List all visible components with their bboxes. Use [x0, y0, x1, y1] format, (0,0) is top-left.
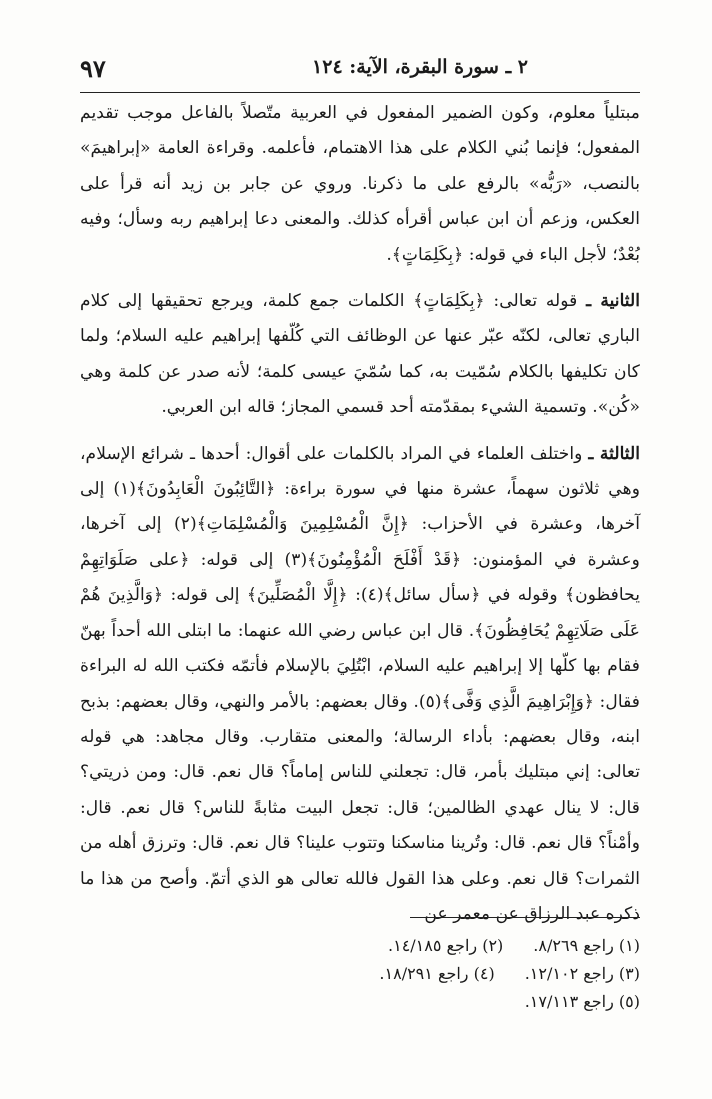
footnote-2: (٢) راجع ١٤/١٨٥. — [388, 936, 504, 955]
footnote-row — [200, 960, 640, 988]
page-number: ٩٧ — [80, 54, 106, 83]
footnote-row — [200, 988, 640, 1016]
footnote-5: (٥) راجع ١٧/١١٣. — [524, 992, 640, 1011]
paragraph-second-issue — [80, 284, 640, 426]
paragraph-text: واختلف العلماء في المراد بالكلمات على أقوال: أحدها ـ شرائع الإسلام، وهي ثلاثون سهماً، عشرة منها في سورة براءة: ﴿التَّائِبُونَ الْعَابِدُونَ﴾(١) إلى آخرها، وعشرة في الأحزاب: ﴿إِنَّ الْمُسْلِمِينَ وَالْمُسْلِمَاتِ﴾(٢) إلى آخرها، وعشرة في المؤمنون: ﴿قَدْ أَفْلَحَ الْمُؤْمِنُونَ﴾(٣) إلى قوله: ﴿على صَلَوَاتِهِمْ يحافظون﴾ وقوله في ﴿سأل سائل﴾(٤): ﴿إِلَّا الْمُصَلِّينَ﴾ إلى قوله: ﴿وَالَّذِينَ هُمْ عَلَى صَلَاتِهِمْ يُحَافِظُونَ﴾. قال ابن عباس رضي الله عنهما: ما ابتلى الله أحداً بهنّ فقام بها كلّها إلا إبراهيم عليه السلام، ابْتُلِيَ بالإسلام فأتمّه فكتب الله له البراءة فقال: ﴿وَإِبْرَاهِيمَ الَّذِي وَفَّى﴾(٥). وقال بعضهم: بالأمر والنهي، وقال بعضهم: بذبح ابنه، وقال بعضهم: بأداء الرسالة؛ والمعنى متقارب. وقال مجاهد: هي قوله تعالى: إني مبتليك بأمر، قال: تجعلني للناس إماماً؟ قال نعم. قال: ومن ذريتي؟ قال: لا ينال عهدي الظالمين؛ قال: تجعل البيت مثابةً للناس؟ قال نعم. قال: وأمْناً؟ قال نعم. قال: وتُرينا مناسكنا وتتوب علينا؟ قال نعم. قال: وترزق أهله من الثمرات؟ قال نعم. وعلى هذا القول فالله تعالى هو الذي أتمّ. وأصح من هذا ما ذكره عبد الرزاق عن معمر عن — [80, 443, 641, 924]
footnote-4: (٤) راجع ١٨/٢٩١. — [379, 964, 495, 983]
footnotes — [200, 932, 640, 1016]
paragraph-lead: الثالثة ـ — [588, 443, 641, 464]
paragraph-third-issue — [80, 437, 640, 933]
paragraph-text: قوله تعالى: ﴿بِكَلِمَاتٍ﴾ الكلمات جمع كلمة، ويرجع تحقيقها إلى كلام الباري تعالى، لكنّه عبّر عنها عن الوظائف التي كُلّفها إبراهيم عليه السلام؛ ولما كان تكليفها بالكلام سُمّيت به، كما سُمّيَ عيسى كلمة؛ لأنه صدر عن كلمة وهي «كُن». وتسمية الشيء بمقدّمته أحد قسمي المجاز؛ قاله ابن العربي. — [80, 291, 640, 418]
footnote-1: (١) راجع ٨/٢٦٩. — [533, 936, 640, 955]
page-header — [80, 52, 640, 93]
footnote-divider — [410, 917, 640, 918]
paragraph-continuation — [80, 96, 640, 273]
running-head: ٢ ـ سورة البقرة، الآية: ١٢٤ — [312, 56, 528, 78]
footnote-3: (٣) راجع ١٢/١٠٢. — [524, 964, 640, 983]
paragraph-text: مبتلياً معلوم، وكون الضمير المفعول في العربية متّصلاً بالفاعل موجب تقديم المفعول؛ فإنما بُني الكلام على هذا الاهتمام، فأعلمه. وقراءة العامة «إبراهيمَ» بالنصب، «رَبُّه» بالرفع على ما ذكرنا. وروي عن جابر بن زيد أنه قرأ على العكس، وزعم أن ابن عباس أقرأه كذلك. والمعنى دعا إبراهيم ربه وسأل؛ وفيه بُعْدٌ؛ لأجل الباء في قوله: ﴿بِكَلِمَاتٍ﴾. — [80, 103, 640, 265]
footnote-row — [200, 932, 640, 960]
paragraph-lead: الثانية ـ — [586, 291, 641, 312]
main-text — [80, 96, 640, 932]
